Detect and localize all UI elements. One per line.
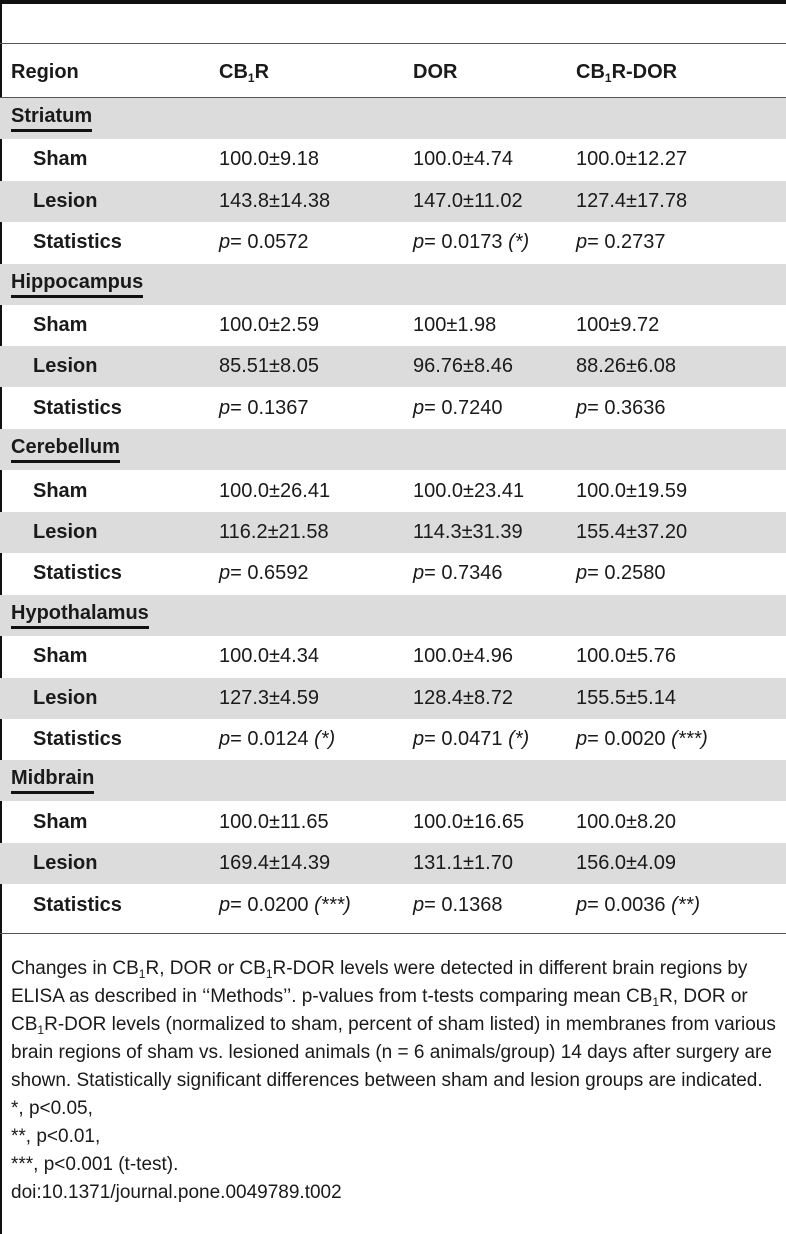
lesion-label: Lesion (33, 355, 98, 378)
sham-row (0, 636, 786, 677)
p-symbol: p (219, 396, 231, 419)
significance-marker: (**) (671, 893, 700, 916)
lesion-row (0, 512, 786, 553)
region-title: Hippocampus (11, 271, 143, 298)
sham-value-dor: 100.0±4.74 (413, 148, 513, 171)
sham-value-cb1r: 100.0±11.65 (219, 810, 329, 833)
stats-row (0, 388, 786, 429)
sham-value-cb1r: 100.0±9.18 (219, 148, 319, 171)
lesion-label: Lesion (33, 521, 98, 543)
p-value-dor (413, 397, 503, 420)
stats-label: Statistics (33, 231, 122, 254)
lesion-row (0, 843, 786, 884)
p-symbol: p (413, 893, 425, 916)
lesion-label: Lesion (33, 852, 98, 875)
lesion-value-dor: 131.1±1.70 (413, 852, 513, 875)
p-value: = 0.0572 (230, 231, 309, 254)
header-cb1r-dor: $CB_1R$-DOR (576, 61, 678, 85)
significance-marker: (***) (671, 728, 708, 750)
sham-value-cb1r: 100.0±26.41 (219, 479, 331, 502)
sham-value-dor: 100±1.98 (413, 314, 497, 336)
lesion-label: Lesion (33, 189, 98, 212)
p-value: = 0.6592 (230, 562, 309, 585)
p-value-cb1r (219, 562, 309, 585)
p-value: = 0.2737 (587, 231, 666, 254)
region-row (0, 429, 786, 470)
sham-row (0, 471, 786, 512)
stats-row (0, 222, 786, 263)
p-value: = 0.0124 (230, 728, 309, 750)
sham-value-cb1r: 100.0±2.59 (219, 314, 319, 336)
region-row (0, 264, 786, 305)
region-row (0, 760, 786, 801)
p-value-dor (413, 894, 503, 917)
caption-text: Changes in $CB_1R$, DOR or $CB_1R$-DOR levels were detected in different brain regions by ELISA as described in ‘‘Methods’’. p-values from t-tests comparing mean $CB_1R$, DOR or $CB_1R$-DOR levels (normalized to sham, percent of sham listed) in membranes from various brain regions of sham vs. lesioned animals (n = 6 animals/group) 14 days after surgery are shown. Statistically significant differences between sham and lesion groups are indicated. (11, 958, 776, 1091)
p-symbol: p (219, 231, 231, 254)
lesion-value-cb1r: 85.51±8.05 (219, 355, 319, 378)
lesion-value-cb1rdor: 156.0±4.09 (576, 852, 676, 875)
footnote-triple-star: ***, p<0.001 (t-test). (11, 1154, 179, 1175)
doi-text: doi:10.1371/journal.pone.0049789.t002 (11, 1182, 342, 1203)
lesion-value-dor: 96.76±8.46 (413, 355, 513, 378)
p-value-dor (413, 562, 503, 585)
footer-rule (0, 933, 786, 934)
p-symbol: p (576, 396, 588, 419)
p-symbol: p (219, 728, 231, 750)
region-title: Striatum (11, 105, 92, 132)
p-symbol: p (219, 562, 231, 585)
sham-value-dor: 100.0±4.96 (413, 645, 513, 668)
sham-value-dor: 100.0±23.41 (413, 479, 525, 502)
region-title: Cerebellum (11, 436, 120, 463)
region-title: Hypothalamus (11, 602, 149, 629)
p-value: = 0.3636 (587, 396, 666, 419)
p-symbol: p (576, 562, 588, 585)
footnote-single-star: *, p<0.05, (11, 1098, 93, 1119)
sham-value-cb1rdor: 100.0±8.20 (576, 810, 676, 833)
p-value-cb1rdor (576, 231, 666, 254)
p-value-cb1rdor (576, 562, 666, 585)
significance-marker: (*) (508, 728, 530, 750)
p-value-dor (413, 728, 529, 751)
sham-value-cb1r: 100.0±4.34 (219, 645, 319, 668)
footnote-double-star: **, p<0.01, (11, 1126, 101, 1147)
significance-marker: (***) (314, 893, 351, 916)
lesion-value-cb1rdor: 155.4±37.20 (576, 521, 688, 543)
table-header (0, 44, 786, 97)
table-caption (11, 955, 779, 1207)
p-value-cb1r (219, 728, 335, 751)
significance-marker: (*) (314, 728, 336, 750)
header-region: Region (11, 61, 79, 83)
lesion-row (0, 678, 786, 719)
sham-label: Sham (33, 148, 88, 171)
p-symbol: p (576, 893, 588, 916)
lesion-label: Lesion (33, 686, 98, 709)
p-value-cb1rdor (576, 728, 708, 751)
stats-row (0, 553, 786, 594)
sham-label: Sham (33, 810, 88, 833)
stats-row (0, 885, 786, 926)
lesion-value-dor: 128.4±8.72 (413, 686, 513, 709)
sham-label: Sham (33, 314, 88, 336)
lesion-value-cb1r: 143.8±14.38 (219, 189, 331, 212)
p-value: = 0.1368 (424, 893, 503, 916)
p-value: = 0.0200 (230, 893, 309, 916)
region-title: Midbrain (11, 767, 94, 794)
p-symbol: p (413, 728, 425, 750)
p-symbol: p (413, 231, 425, 254)
p-symbol: p (413, 396, 425, 419)
sham-value-cb1rdor: 100.0±5.76 (576, 645, 676, 668)
sham-row (0, 802, 786, 843)
p-value-cb1rdor (576, 894, 700, 917)
lesion-row (0, 181, 786, 222)
header-dor: DOR (413, 61, 458, 83)
p-value-cb1r (219, 397, 309, 420)
lesion-value-cb1rdor: 155.5±5.14 (576, 686, 676, 709)
p-value-cb1r (219, 231, 309, 254)
p-value: = 0.7346 (424, 562, 503, 585)
p-value: = 0.0471 (424, 728, 503, 750)
lesion-value-dor: 114.3±31.39 (413, 521, 523, 543)
sham-row (0, 139, 786, 180)
p-value: = 0.2580 (587, 562, 666, 585)
stats-label: Statistics (33, 562, 122, 585)
stats-label: Statistics (33, 396, 122, 419)
p-value: = 0.7240 (424, 396, 503, 419)
p-value: = 0.0173 (424, 231, 503, 254)
p-value: = 0.0020 (587, 728, 666, 750)
lesion-value-cb1rdor: 127.4±17.78 (576, 189, 688, 212)
p-value: = 0.1367 (230, 396, 309, 419)
lesion-value-dor: 147.0±11.02 (413, 189, 523, 212)
header-cb1r: $CB_1R$ (219, 61, 270, 85)
lesion-value-cb1r: 127.3±4.59 (219, 686, 319, 709)
lesion-row (0, 346, 786, 387)
sham-value-cb1rdor: 100.0±12.27 (576, 148, 688, 171)
stats-label: Statistics (33, 728, 122, 750)
sham-label: Sham (33, 645, 88, 668)
region-row (0, 595, 786, 636)
p-value-dor (413, 231, 529, 254)
p-symbol: p (576, 728, 588, 750)
p-value: = 0.0036 (587, 893, 666, 916)
lesion-value-cb1r: 169.4±14.39 (219, 852, 331, 875)
region-row (0, 98, 786, 139)
lesion-value-cb1r: 116.2±21.58 (219, 521, 329, 543)
p-value-cb1rdor (576, 397, 666, 420)
p-symbol: p (413, 562, 425, 585)
p-value-cb1r (219, 894, 351, 917)
stats-row (0, 719, 786, 760)
p-symbol: p (219, 893, 231, 916)
stats-label: Statistics (33, 893, 122, 916)
p-symbol: p (576, 231, 588, 254)
sham-value-dor: 100.0±16.65 (413, 810, 525, 833)
sham-value-cb1rdor: 100±9.72 (576, 314, 660, 336)
lesion-value-cb1rdor: 88.26±6.08 (576, 355, 676, 378)
significance-marker: (*) (508, 231, 530, 254)
sham-row (0, 305, 786, 346)
sham-label: Sham (33, 479, 88, 502)
sham-value-cb1rdor: 100.0±19.59 (576, 479, 688, 502)
top-border (0, 0, 786, 4)
